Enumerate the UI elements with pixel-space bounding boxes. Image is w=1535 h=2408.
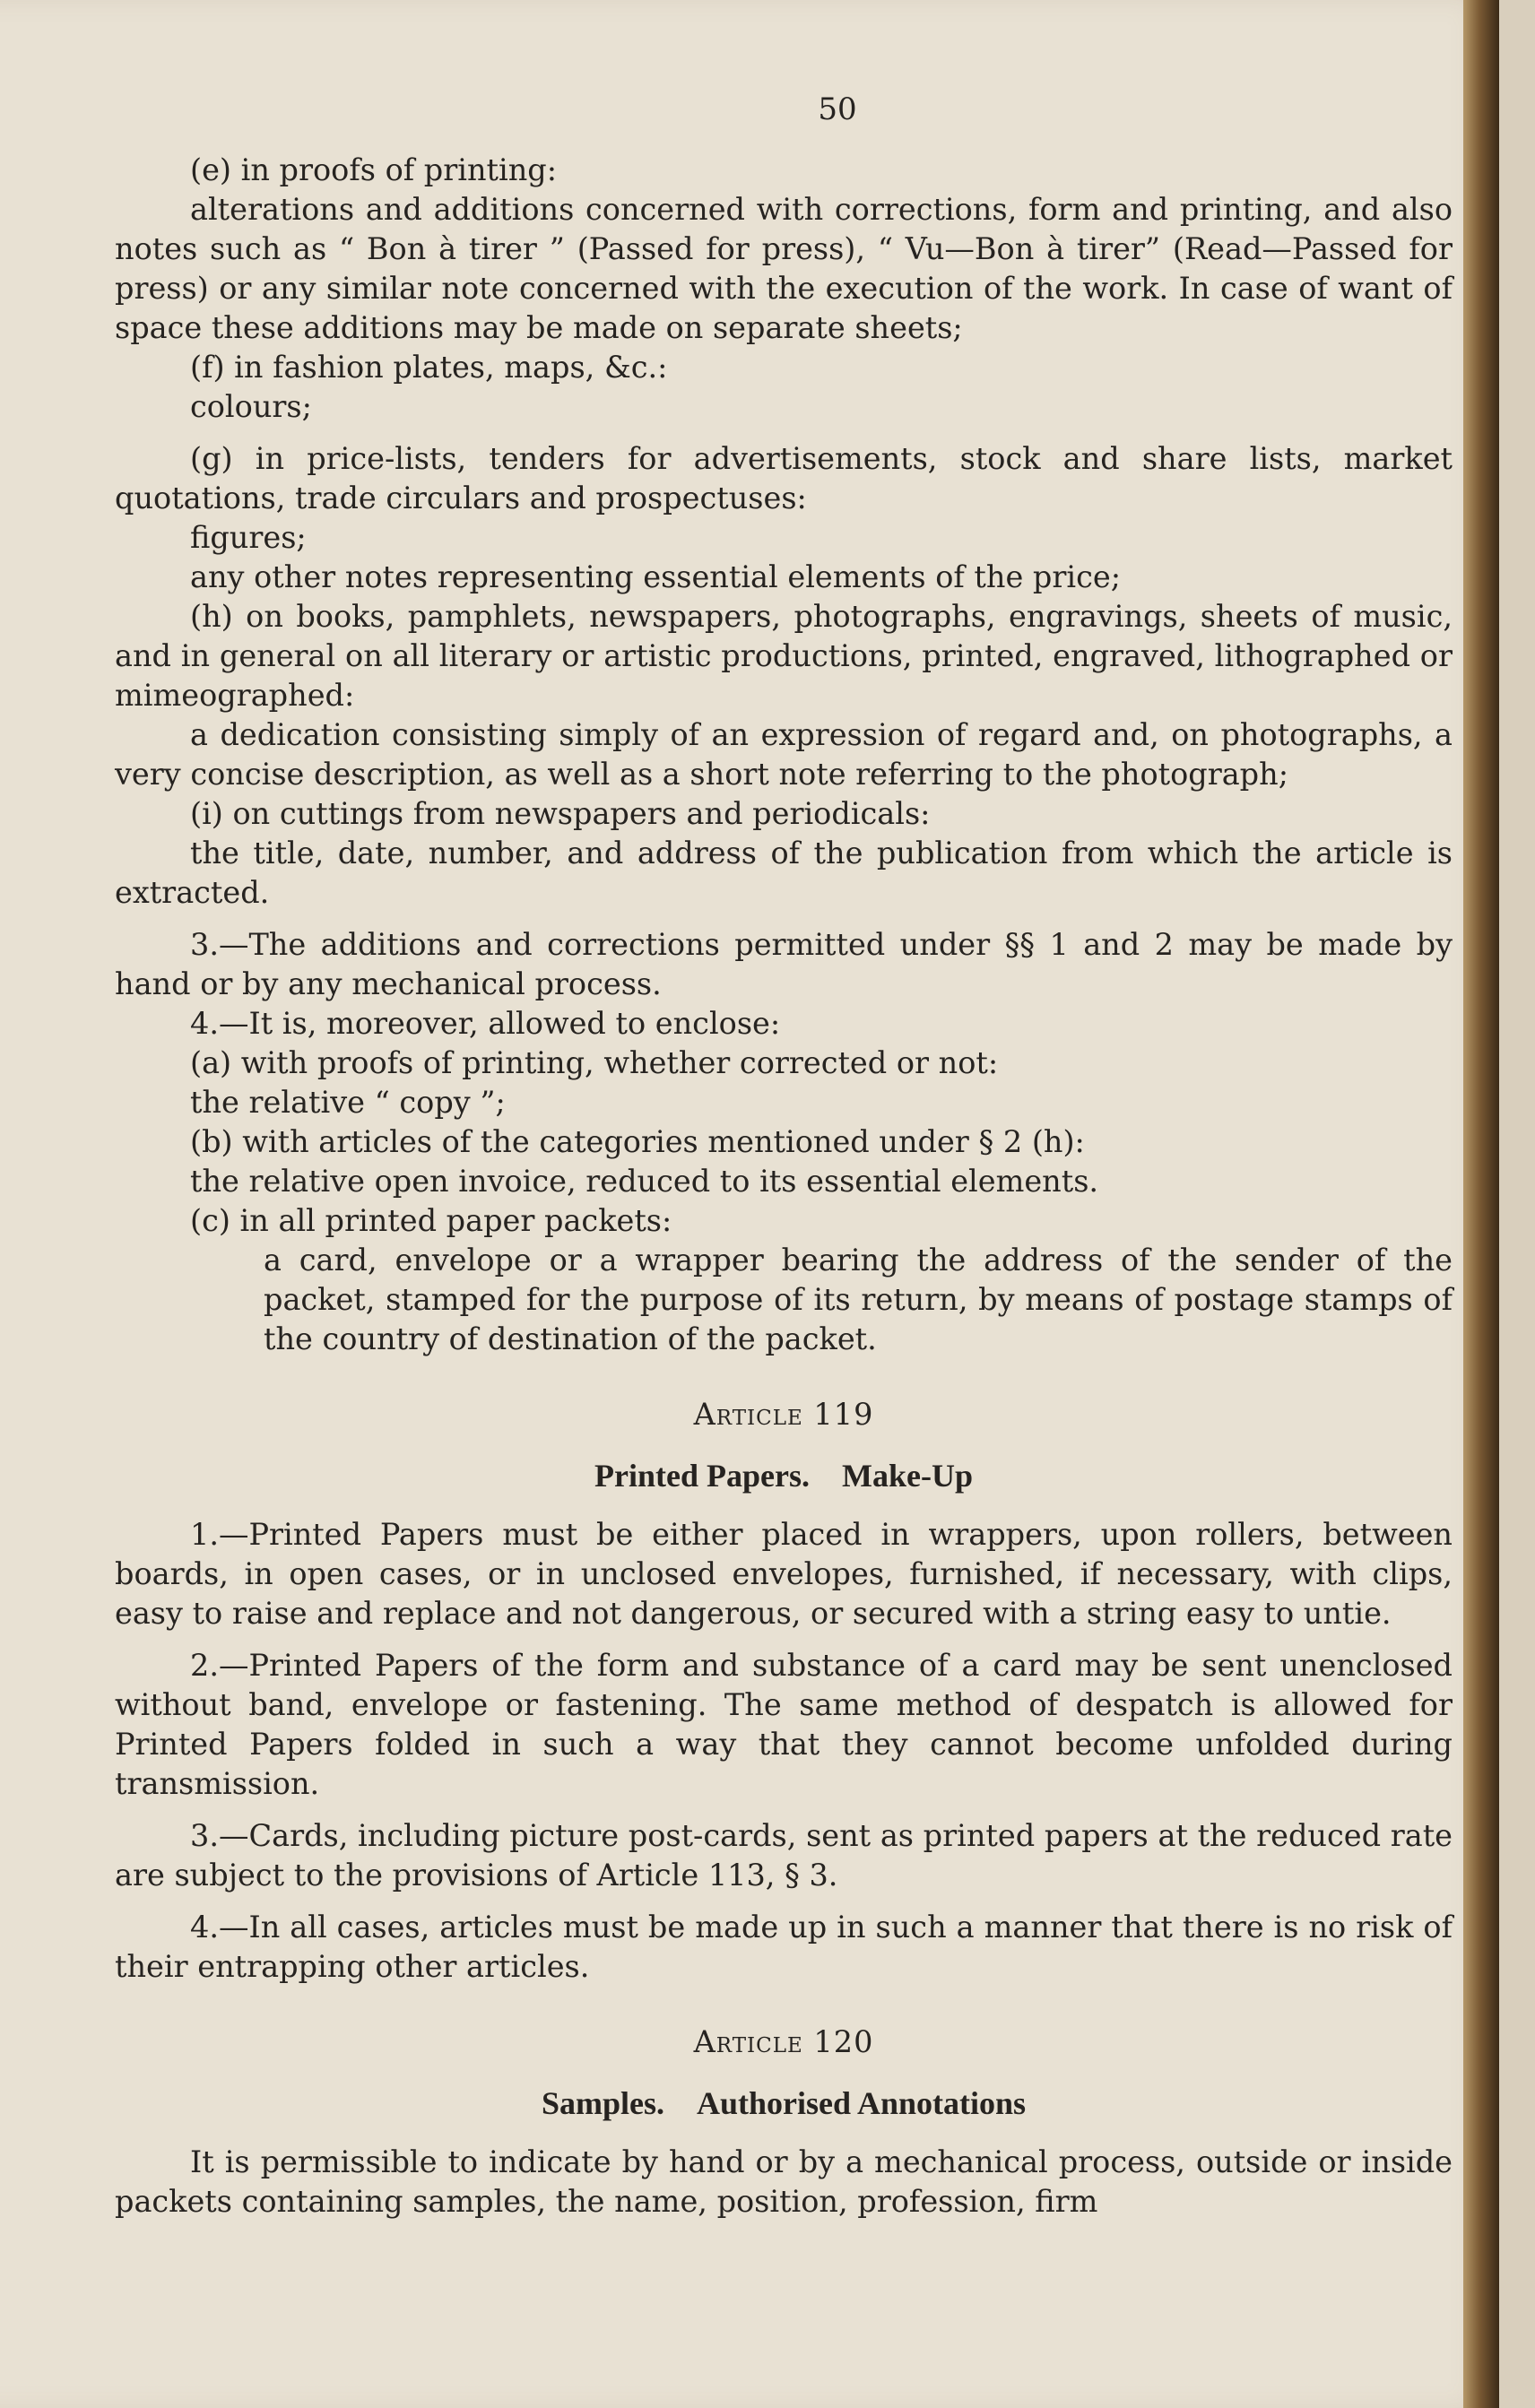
clause-c: (c) in all printed paper packets: — [190, 1203, 672, 1238]
clause-i-text: the title, date, number, and address of the publication from which the article is extracted. — [115, 836, 1453, 910]
article-119-title — [115, 1456, 1453, 1495]
clause-e: (e) in proofs of printing: — [190, 152, 558, 187]
paragraph-4: 4.—It is, moreover, allowed to enclose: — [190, 1006, 781, 1041]
paragraph-3: 3.—The additions and corrections permitted under §§ 1 and 2 may be made by hand or by any mechanical process. — [115, 927, 1453, 1001]
article-119-heading: Article 119 — [693, 1397, 874, 1432]
page-body — [115, 90, 1453, 2222]
clause-i: (i) on cuttings from newspapers and periodicals: — [190, 796, 931, 831]
clause-e-text: alterations and additions concerned with corrections, form and printing, and also notes such as “ Bon à tirer ” (Passed for press), “ Vu—Bon à tirer” (Read—Passed for press) or any similar note concerned with the execution of the work. In case of want of space these additions may be made on separate sheets; — [115, 192, 1453, 345]
article-120-title-part-2: Authorised Annotations — [696, 2085, 1027, 2121]
article-119-paragraph-4: 4.—In all cases, articles must be made up in such a manner that there is no risk of their entrapping other articles. — [115, 1910, 1453, 1984]
article-119-title-part-1: Printed Papers. — [594, 1458, 810, 1494]
clause-f: (f) in fashion plates, maps, &c.: — [190, 350, 668, 385]
clause-b: (b) with articles of the categories mentioned under § 2 (h): — [190, 1124, 1085, 1159]
clause-g-text-2: any other notes representing essential elements of the price; — [190, 559, 1121, 594]
article-119-paragraph-2: 2.—Printed Papers of the form and substance of a card may be sent unenclosed without band, envelope or fastening. The same method of despatch is allowed for Printed Papers folded in such a way that they cannot become unfolded during transmission. — [115, 1648, 1453, 1801]
page-binding-edge — [1463, 0, 1499, 2408]
article-120-paragraph-1: It is permissible to indicate by hand or by a mechanical process, outside or inside packets containing samples, the name, position, profession, firm — [115, 2144, 1453, 2219]
clause-g-text-1: figures; — [190, 520, 307, 555]
article-120-title — [115, 2083, 1453, 2123]
clause-f-text: colours; — [190, 389, 312, 424]
article-119-paragraph-3: 3.—Cards, including picture post-cards, sent as printed papers at the reduced rate are subject to the provisions of Article 113, § 3. — [115, 1818, 1453, 1893]
clause-g: (g) in price-lists, tenders for advertisements, stock and share lists, market quotations, trade circulars and prospectuses: — [115, 441, 1453, 515]
clause-c-text: a card, envelope or a wrapper bearing the address of the sender of the packet, stamped for the purpose of its return, by means of postage stamps of the country of destination of the packet. — [264, 1243, 1453, 1356]
article-120-heading: Article 120 — [693, 2024, 874, 2059]
article-119-title-part-2: Make-Up — [841, 1458, 973, 1494]
page-number: 50 — [818, 91, 857, 127]
clause-a: (a) with proofs of printing, whether corrected or not: — [190, 1045, 999, 1080]
article-120-title-part-1: Samples. — [541, 2085, 664, 2121]
clause-b-text: the relative open invoice, reduced to its essential elements. — [190, 1164, 1099, 1199]
clause-h-text: a dedication consisting simply of an expression of regard and, on photographs, a very concise description, as well as a short note referring to the photograph; — [115, 717, 1453, 792]
article-119-paragraph-1: 1.—Printed Papers must be either placed in wrappers, upon rollers, between boards, in open cases, or in unclosed envelopes, furnished, if necessary, with clips, easy to raise and replace and not dangerous, or secured with a string easy to untie. — [115, 1517, 1453, 1631]
clause-h: (h) on books, pamphlets, newspapers, photographs, engravings, sheets of music, and in general on all literary or artistic productions, printed, engraved, lithographed or mimeographed: — [115, 599, 1453, 713]
clause-a-text: the relative “ copy ”; — [190, 1085, 506, 1120]
